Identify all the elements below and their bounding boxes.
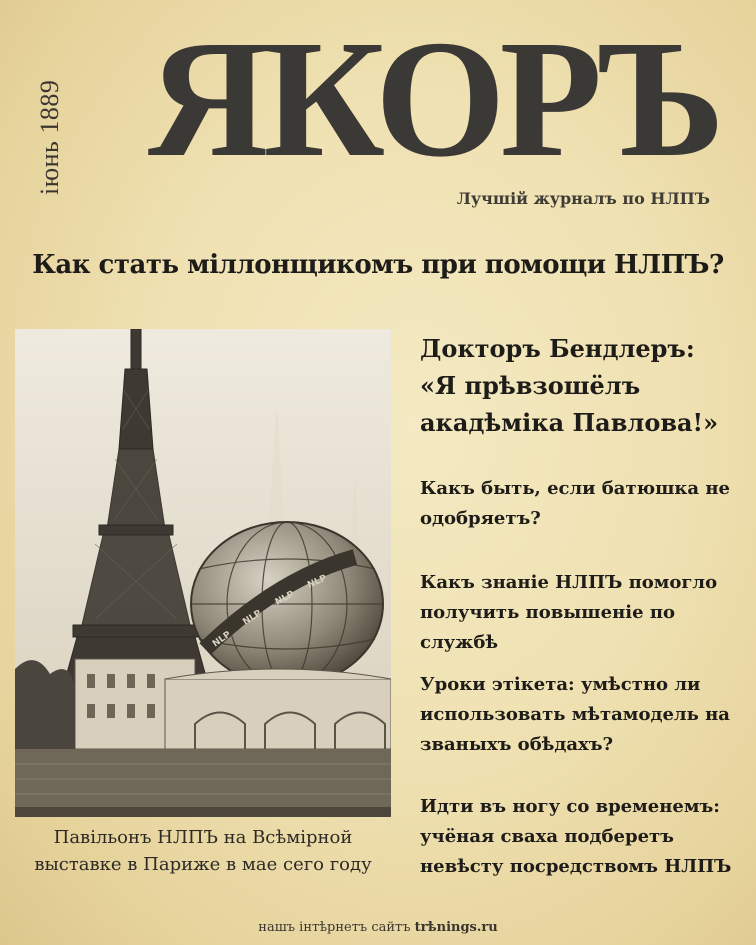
eiffel-tower-globe-illustration <box>15 329 391 817</box>
feature-item-3-line-2: использовать мѣтамодель на <box>420 704 730 725</box>
feature-item-2 <box>420 568 750 658</box>
globe-label-1: NLP <box>210 629 234 650</box>
feature-main-line-1: Докторъ Бендлеръ: <box>420 334 695 363</box>
footer-site-link[interactable]: trѣnings.ru <box>414 920 498 935</box>
globe-label-2: NLP <box>241 608 264 628</box>
feature-item-4 <box>420 792 750 882</box>
feature-item-3-line-3: званыхъ обѣдахъ? <box>420 734 614 755</box>
feature-item-1 <box>420 474 750 534</box>
globe-label-4: NLP <box>306 573 329 591</box>
feature-item-1-line-1: Какъ быть, если батюшка не <box>420 478 730 499</box>
feature-item-2-line-2: получить повышеніе по службѣ <box>420 602 675 653</box>
feature-main-line-2: «Я прѣвзошёлъ <box>420 371 641 400</box>
feature-item-3 <box>420 670 750 760</box>
caption-line-1: Павільонъ НЛПЪ на Всѣмірной <box>53 827 353 848</box>
cover-photo <box>15 329 391 817</box>
issue-date: іюнь 1889 <box>35 79 64 195</box>
feature-item-2-line-1: Какъ знаніе НЛПЪ помогло <box>420 572 718 593</box>
feature-item-4-line-2: учёная сваха подберетъ <box>420 826 674 847</box>
feature-item-4-line-1: Идти въ ногу со временемъ: <box>420 796 720 817</box>
footer-prefix: нашъ інтѣрнетъ сайтъ <box>258 920 411 935</box>
feature-list <box>420 330 750 877</box>
main-headline: Как стать міллонщикомъ при помощи НЛПЪ? <box>32 250 724 280</box>
feature-main-headline <box>420 330 750 441</box>
feature-main-line-3: акадѣміка Павлова!» <box>420 408 719 437</box>
caption-line-2: выставке в Париже в мае сего году <box>34 854 372 875</box>
masthead-title: ЯКОРЪ <box>148 6 719 192</box>
photo-caption <box>15 824 391 878</box>
feature-item-3-line-1: Уроки этікета: умѣстно ли <box>420 674 701 695</box>
globe-label-3: NLP <box>273 589 296 608</box>
feature-item-4-line-3: невѣсту посредствомъ НЛПЪ <box>420 856 732 877</box>
feature-item-1-line-2: одобряетъ? <box>420 508 541 529</box>
footer <box>0 920 756 935</box>
tagline: Лучшій журналъ по НЛПЪ <box>456 189 710 208</box>
